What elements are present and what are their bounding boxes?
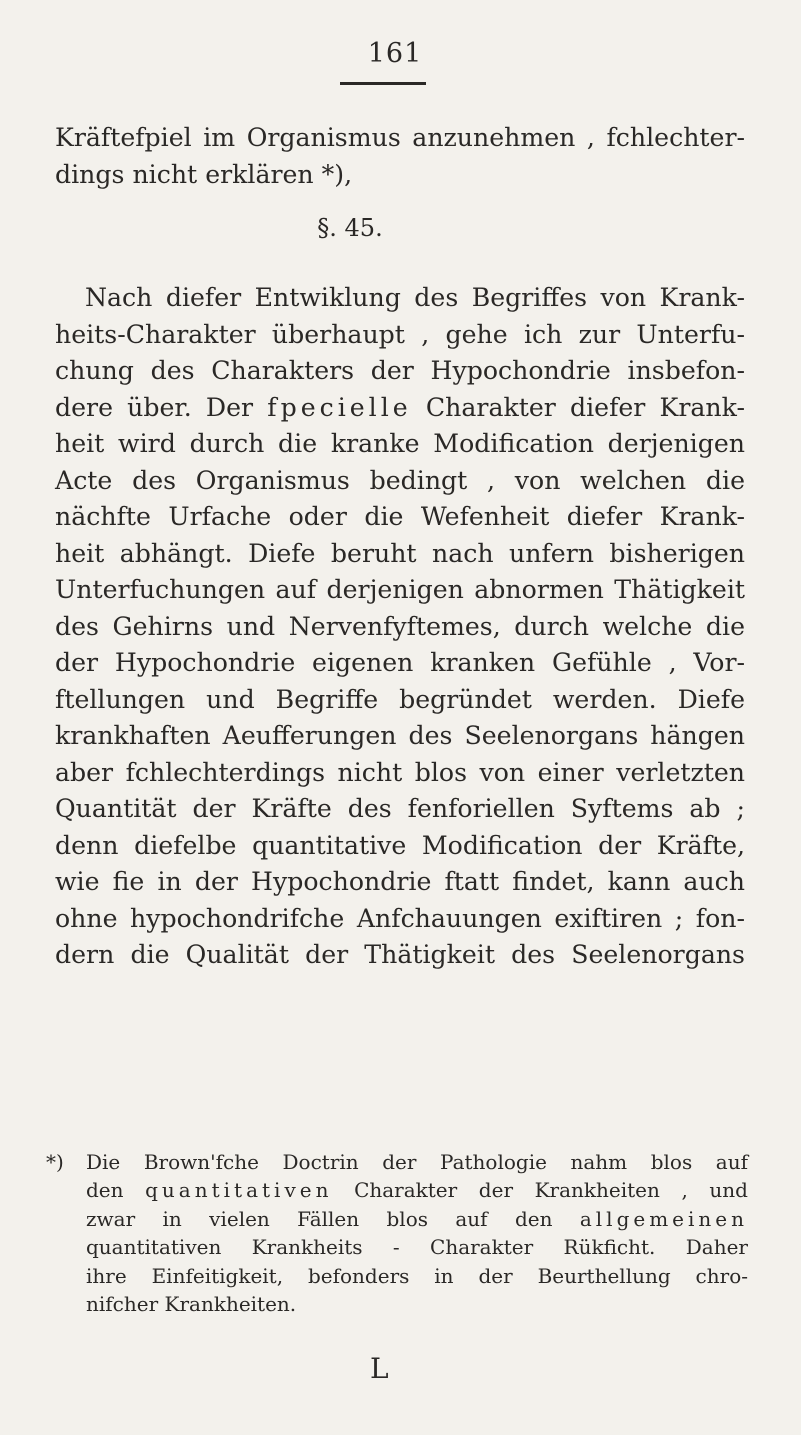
text-line: des Gehirns und Nervenfyftemes, durch welche die: [55, 611, 745, 641]
emphasized-word: quantitativen: [145, 1178, 333, 1203]
text-line: heits-Charakter überhaupt , gehe ich zur Unterfu-: [55, 319, 745, 349]
text-line: [55, 390, 745, 427]
text-line: quantitativen Krankheits - Charakter Rükficht. Daher: [86, 1235, 748, 1260]
header-rule: [340, 82, 426, 85]
text-line: Die Brown'fche Doctrin der Pathologie nahm blos auf: [86, 1150, 748, 1174]
catchword: L: [370, 1352, 389, 1385]
section-heading: §. 45.: [317, 214, 383, 242]
text-line: Unterfuchungen auf derjenigen abnormen Thätigkeit: [55, 575, 745, 604]
emphasized-word: fpecielle: [267, 392, 412, 422]
text-line: ohne hypochondrifche Anfchauungen exiftiren ; fon-: [55, 903, 745, 933]
text-line: ihre Einfeitigkeit, befonders in der Beurthellung chro-: [86, 1263, 748, 1288]
text-line: heit abhängt. Diefe beruht nach unfern bisherigen: [55, 538, 745, 568]
text-line: dern die Qualität der Thätigkeit des Seelenorgans: [55, 940, 745, 969]
text-line: Acte des Organismus bedingt , von welchen die: [55, 465, 745, 495]
text-line: der Hypochondrie eigenen kranken Gefühle , Vor-: [55, 648, 745, 677]
text-line: nifcher Krankheiten.: [86, 1291, 297, 1316]
text-segment: den: [86, 1178, 124, 1203]
text-segment: dere über. Der: [55, 392, 254, 422]
text-line: denn diefelbe quantitative Modification der Kräfte,: [55, 830, 745, 860]
text-line: aber fchlechterdings nicht blos von einer verletzten: [55, 757, 745, 787]
text-line: chung des Charakters der Hypochondrie insbefon-: [55, 356, 745, 385]
text-segment: Charakter der Krankheiten , und: [354, 1178, 748, 1203]
text-line: dings nicht erklären *),: [55, 159, 353, 189]
footnote-first-line: [46, 1148, 748, 1176]
main-paragraph: [55, 280, 745, 974]
text-segment: Charakter diefer Krank-: [425, 392, 745, 422]
text-segment: zwar in vielen Fällen blos auf den: [86, 1206, 553, 1231]
footnote-marker: *): [46, 1150, 64, 1174]
emphasized-word: allgemeinen: [579, 1206, 749, 1231]
text-line: heit wird durch die kranke Modification derjenigen: [55, 429, 745, 458]
text-line: krankhaften Aeufferungen des Seelenorgans hängen: [55, 721, 745, 750]
text-line: [46, 1176, 748, 1204]
text-line: nächfte Urfache oder die Wefenheit diefer Krank-: [55, 502, 745, 531]
text-line: Kräftefpiel im Organismus anzunehmen , fchlechter-: [55, 123, 745, 152]
footnote: [46, 1148, 748, 1318]
text-line: Nach diefer Entwiklung des Begriffes von Krank-: [85, 283, 745, 312]
text-line: [46, 1205, 748, 1233]
page-number: 161: [367, 38, 423, 69]
text-line: ftellungen und Begriffe begründet werden. Diefe: [55, 684, 745, 714]
text-line: Quantität der Kräfte des fenforiellen Syftems ab ;: [55, 794, 745, 823]
continuation-paragraph: [55, 120, 745, 193]
text-line: wie fie in der Hypochondrie ftatt findet, kann auch: [55, 867, 745, 896]
